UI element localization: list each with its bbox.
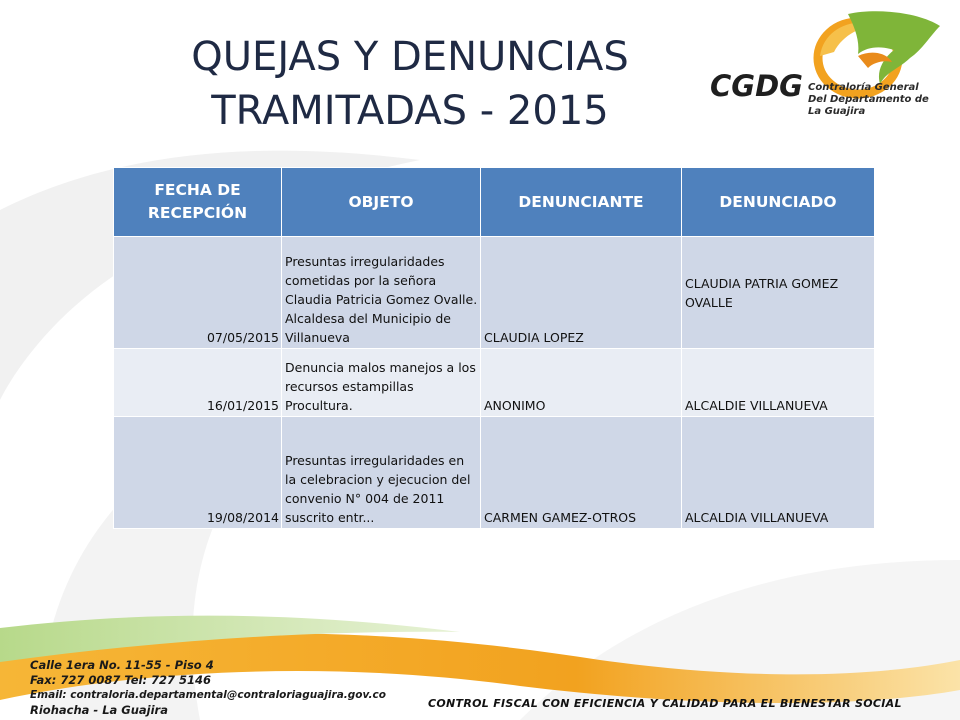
cell-denunciante: CARMEN GAMEZ-OTROS bbox=[481, 417, 682, 529]
title-line-2: TRAMITADAS - 2015 bbox=[211, 88, 609, 134]
table-header-row bbox=[114, 168, 875, 237]
footer-contact bbox=[30, 658, 386, 718]
cell-objeto: Presuntas irregularidades cometidas por la señora Claudia Patricia Gomez Ovalle. Alcaldesa del Municipio de Villanueva bbox=[282, 237, 481, 349]
slide-title bbox=[150, 30, 670, 138]
header-denunciado: DENUNCIADO bbox=[682, 168, 875, 237]
table-row bbox=[114, 349, 875, 417]
logo-acronym: CGDG bbox=[710, 69, 803, 103]
header-denunciante: DENUNCIANTE bbox=[481, 168, 682, 237]
footer-email: Email: contraloria.departamental@contraloriaguajira.gov.co bbox=[30, 689, 386, 701]
footer-slogan: CONTROL FISCAL CON EFICIENCIA Y CALIDAD PARA EL BIENESTAR SOCIAL bbox=[428, 697, 902, 710]
logo-line-2: Del Departamento de bbox=[808, 94, 929, 105]
cell-denunciante: ANONIMO bbox=[481, 349, 682, 417]
header-objeto: OBJETO bbox=[282, 168, 481, 237]
footer-phones: Fax: 727 0087 Tel: 727 5146 bbox=[30, 673, 212, 687]
cell-objeto: Presuntas irregularidades en la celebracion y ejecucion del convenio N° 004 de 2011 suscrito entr... bbox=[282, 417, 481, 529]
cell-objeto: Denuncia malos manejos a los recursos estampillas Procultura. bbox=[282, 349, 481, 417]
table-row bbox=[114, 237, 875, 349]
table-row bbox=[114, 417, 875, 529]
cell-denunciado: ALCALDIE VILLANUEVA bbox=[682, 349, 875, 417]
cell-denunciante: CLAUDIA LOPEZ bbox=[481, 237, 682, 349]
logo-line-1: Contraloría General bbox=[808, 82, 919, 93]
cell-denunciado: ALCALDIA VILLANUEVA bbox=[682, 417, 875, 529]
cell-fecha: 07/05/2015 bbox=[114, 237, 282, 349]
cgdg-logo bbox=[708, 6, 954, 122]
denuncias-table bbox=[113, 167, 875, 529]
title-line-1: QUEJAS Y DENUNCIAS bbox=[191, 34, 629, 80]
header-fecha: FECHA DE RECEPCIÓN bbox=[114, 168, 282, 237]
footer-city: Riohacha - La Guajira bbox=[30, 703, 168, 717]
logo-line-3: La Guajira bbox=[808, 106, 866, 117]
cell-denunciado: CLAUDIA PATRIA GOMEZ OVALLE bbox=[682, 237, 875, 349]
cell-fecha: 16/01/2015 bbox=[114, 349, 282, 417]
footer-address: Calle 1era No. 11-55 - Piso 4 bbox=[30, 658, 214, 672]
cell-fecha: 19/08/2014 bbox=[114, 417, 282, 529]
